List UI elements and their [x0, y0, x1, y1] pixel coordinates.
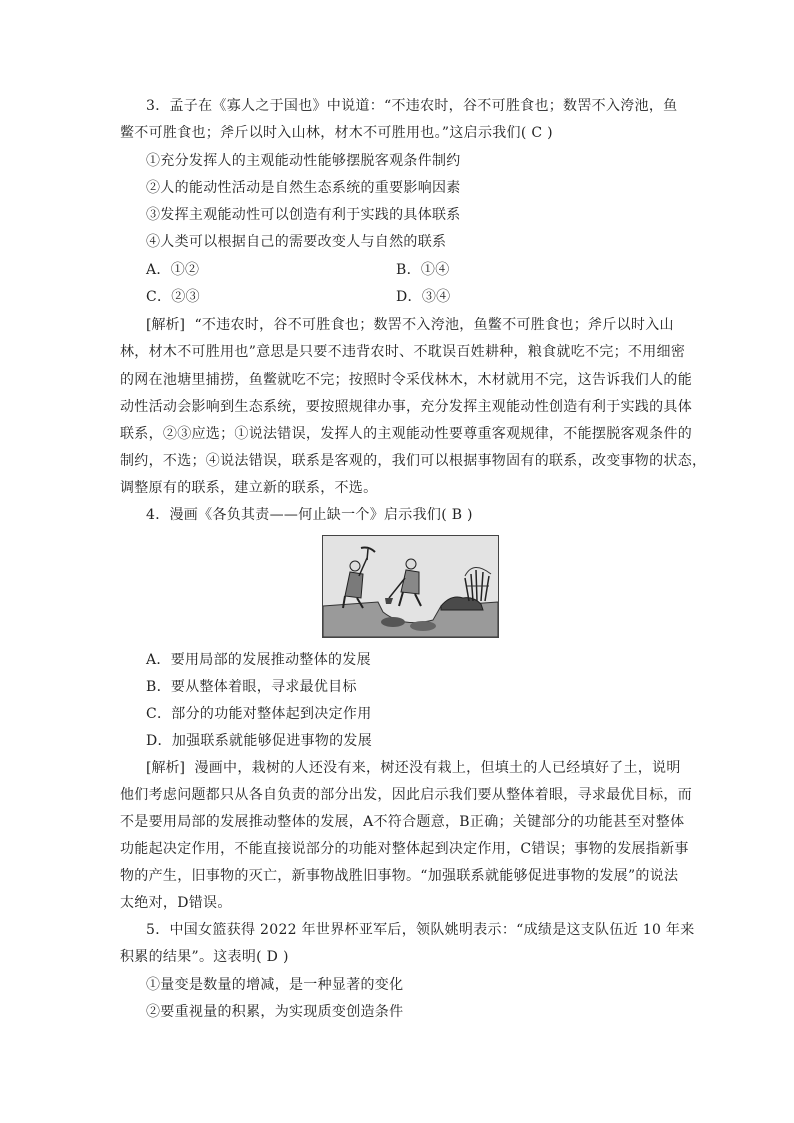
q3-item-4: ④人类可以根据自己的需要改变人与自然的联系	[146, 234, 447, 250]
q3-analysis-line-1	[146, 315, 706, 335]
q4-analysis-line-2: 他们考虑问题都只从各自负责的部分出发，因此启示我们要从整体着眼，寻求最优目标，而	[120, 787, 692, 803]
q4-analysis-line-3: 不是要用局部的发展推动整体的发展，A不符合题意，B正确；关键部分的功能甚至对整体	[120, 814, 685, 830]
q3-analysis-line-4: 动性活动会影响到生态系统，要按照规律办事，充分发挥主观能动性创造有利于实践的具体	[120, 399, 692, 415]
q4-option-d: D．加强联系就能够促进事物的发展	[146, 733, 373, 749]
q5-stem-line-2: 积累的结果”。这表明( D )	[120, 949, 289, 965]
q3-analysis-line-7: 调整原有的联系，建立新的联系，不选。	[120, 480, 378, 496]
q5-stem-line-1: 5．中国女篮获得 2022 年世界杯亚军后，领队姚明表示：“成绩是这支队伍近 10 年来	[146, 922, 695, 938]
q4-option-c: C．部分的功能对整体起到决定作用	[146, 706, 372, 722]
q3-item-1: ①充分发挥人的主观能动性能够摆脱客观条件制约	[146, 153, 461, 169]
q4-analysis-text-1: 漫画中，栽树的人还没有来，树还没有栽上，但填土的人已经填好了土，说明	[194, 760, 681, 776]
q4-analysis-label: [解析]	[146, 760, 185, 776]
q4-analysis-line-6: 太绝对，D错误。	[120, 895, 232, 911]
q5-item-1: ①量变是数量的增减，是一种显著的变化	[146, 977, 404, 993]
q3-stem-line-1: 3．孟子在《寡人之于国也》中说道：“不违农时，谷不可胜食也；数罟不入洿池，鱼	[146, 98, 678, 114]
q3-option-c: C．②③	[146, 289, 200, 305]
q3-stem-line-2: 鳖不可胜食也；斧斤以时入山林，材木不可胜用也。”这启示我们( C )	[120, 125, 553, 141]
q4-option-b: B．要从整体着眼，寻求最优目标	[146, 679, 357, 695]
q3-analysis-line-2: 林，材木不可胜用也”意思是只要不违背农时、不耽误百姓耕种，粮食就吃不完；不用细密	[120, 344, 686, 360]
q5-item-2: ②要重视量的积累，为实现质变创造条件	[146, 1004, 404, 1020]
q3-item-2: ②人的能动性活动是自然生态系统的重要影响因素	[146, 180, 461, 196]
q4-stem: 4．漫画《各负其责——何止缺一个》启示我们( B )	[146, 507, 473, 523]
q4-analysis-line-4: 功能起决定作用，不能直接说部分的功能对整体起到决定作用，C错误；事物的发展指新事	[120, 841, 689, 857]
q3-option-b: B．①④	[396, 262, 450, 278]
q4-analysis-line-5: 物的产生，旧事物的灭亡，新事物战胜旧事物。“加强联系就能够促进事物的发展”的说法	[120, 868, 679, 884]
q3-analysis-text-1: “不违农时，谷不可胜食也；数罟不入洿池，鱼鳖不可胜食也；斧斤以时入山	[194, 317, 674, 333]
q3-analysis-line-6: 制约，不选；④说法错误，联系是客观的，我们可以根据事物固有的联系，改变事物的状态，	[120, 453, 707, 469]
q4-option-a: A．要用局部的发展推动整体的发展	[146, 652, 371, 668]
q3-option-d: D．③④	[396, 289, 451, 305]
q3-analysis-label: [解析]	[146, 317, 185, 333]
q3-option-a: A．①②	[146, 262, 200, 278]
q3-analysis-line-3: 的网在池塘里捕捞，鱼鳖就吃不完；按照时令采伐林木，木材就用不完，这告诉我们人的能	[120, 372, 692, 388]
cartoon-illustration	[322, 535, 499, 638]
q4-analysis-line-1	[146, 758, 706, 778]
q3-item-3: ③发挥主观能动性可以创造有利于实践的具体联系	[146, 207, 461, 223]
q3-analysis-line-5: 联系，②③应选；①说法错误，发挥人的主观能动性要尊重客观规律，不能摆脱客观条件的	[120, 426, 692, 442]
